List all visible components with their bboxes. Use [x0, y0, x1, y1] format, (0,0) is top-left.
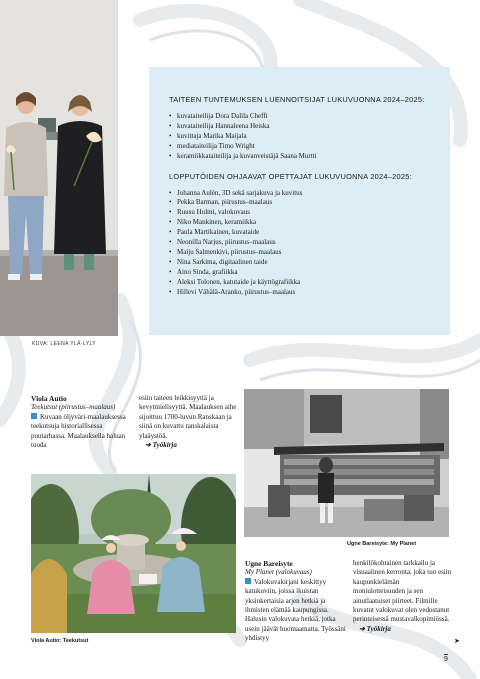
article-text: esiin taiteen leikkisyyttä ja kevytmielisyyttä. Maalauksen aihe sijoittuu 1700-luvun Ranskaan ja siinä on kuvattu ranskalaista ylaäystöä. — [139, 394, 237, 440]
list-item: • Neonilla Narjus, piirustus–maalaus — [169, 238, 432, 248]
photo-caption: KUVA: LEENA YLÄ-LYLY — [32, 341, 97, 347]
workbook-link[interactable]: ➔ Työkirja — [359, 624, 391, 633]
artwork-title: Teekutsut (piirustus–maalaus) — [31, 403, 116, 412]
list-item: • Niko Mankinen, keramiikka — [169, 218, 432, 228]
page-number: 9 — [444, 656, 448, 663]
article-text: henkilökohtainen tarkkailu ja visuaalinen kerronta, joka tuo esiin kaupunkielämän moniulotteisuuden ja sen ainutlaatuiset piirteet. Filmille kuvatut valokuvat olen vedostanut perinteisessä mustavalkopimiössä. — [353, 559, 452, 624]
artist-name: Ugne Bareisyte — [245, 559, 293, 568]
list-item: • Nina Sarkima, digitaalinen taide — [169, 258, 432, 268]
article-text: Kuvaan öljyväri-maalauksessa teekutsuja historiallisessa puutarhassa. Maalauksella haluan tuoda — [31, 412, 126, 450]
list-item: • Maiju Salmenkivi, piirustus–maalaus — [169, 248, 432, 258]
bullet-square-icon — [31, 413, 37, 419]
list-item: • Ruusu Hulmi, valokuvaus — [169, 208, 432, 218]
list-item: • Hillevi Vähälä-Aranko, piirustus–maalaus — [169, 288, 432, 298]
painting-teekutsut — [31, 474, 236, 633]
list-item: • Paula Martikainen, kuvataide — [169, 228, 432, 238]
teachers-heading: LOPPUTÖIDEN OHJAAVAT OPETTAJAT LUKUVUONNA 2024–2025: — [169, 171, 412, 181]
lecturers-heading: TAITEEN TUNTEMUKSEN LUENNOITSIJAT LUKUVUONNA 2024–2025: — [169, 95, 425, 104]
list-item: • Aleksi Tolonen, katutaide ja käyttögrafiikka — [169, 278, 432, 288]
article-viola-col2 — [139, 394, 239, 450]
workbook-link[interactable]: ➔ Työkirja — [145, 441, 177, 450]
article-text: Valokuvakirjani keskittyy katukuviin, joissa ikuistan yksinkertaisia arjen hetkiä ja ihmisten elämää kaupungissa. Halusin valokuvata hetkiä, jotka usein jäävät huomaamatta. Työssäni yhdistyy — [245, 577, 346, 643]
next-page-arrow-icon: ➤ — [454, 637, 460, 645]
list-item: • kuvataiteilija Hannaleena Heiska — [169, 122, 432, 132]
painting-caption: Viola Autio: Teekutsut — [31, 638, 89, 644]
list-item: • keramiikkataiteilija ja kuvanveistäjä Saana Murtti — [169, 152, 432, 162]
artwork-title: My Planet (valokuvaus) — [245, 568, 312, 577]
list-item: • kuvataiteilija Dora Dalila Cheffi — [169, 112, 432, 122]
photo-street-market — [244, 389, 449, 537]
list-item: • mediataiteilija Timo Wright — [169, 142, 432, 152]
list-item: • Johanna Aulén, 3D sekä sarjakuva ja kuvitus — [169, 189, 432, 199]
list-item: • kuvittaja Marika Maijala — [169, 132, 432, 142]
photo-two-students — [0, 0, 118, 336]
article-ugne-col1 — [245, 559, 348, 644]
artist-name: Viola Autio — [31, 394, 67, 403]
bullet-square-icon — [245, 578, 251, 584]
list-item: • Aino Sinda, grafiikka — [169, 268, 432, 278]
info-box-lecturers-teachers — [149, 67, 450, 335]
teachers-list — [169, 189, 432, 298]
photo-caption-market: Ugne Bareisyte: My Planet — [347, 541, 417, 547]
lecturers-list — [169, 112, 432, 162]
article-viola-col1 — [31, 394, 126, 450]
list-item: • Pekka Barman, piirustus–maalaus — [169, 198, 432, 208]
article-ugne-col2 — [353, 559, 453, 634]
